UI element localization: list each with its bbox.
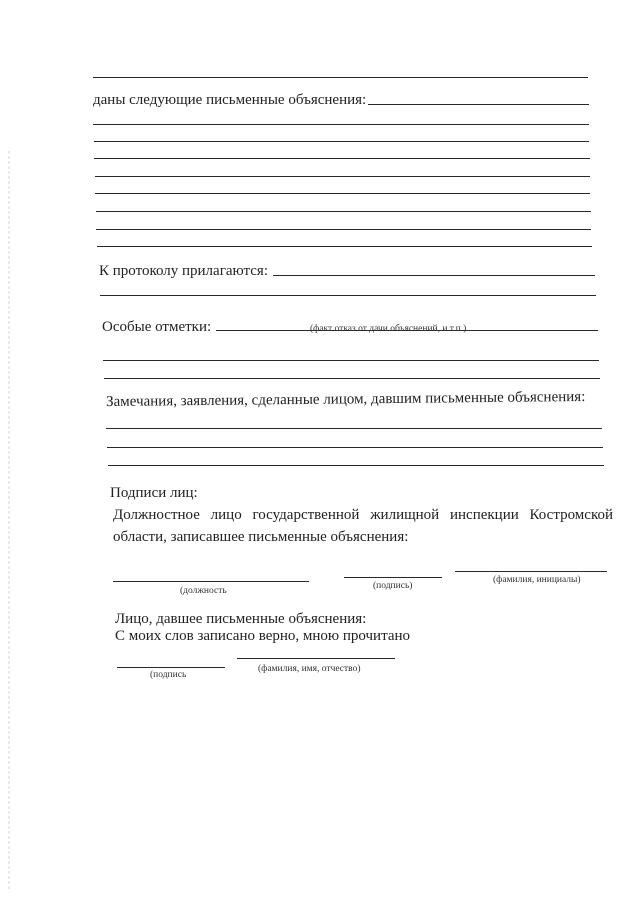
blank-line[interactable] [95, 176, 590, 177]
blank-line[interactable] [107, 447, 603, 448]
special-notes-label: Особые отметки: [102, 319, 212, 335]
blank-line[interactable] [96, 211, 591, 212]
blank-line[interactable] [93, 124, 589, 125]
person-text-line1: Лицо, давшее письменные объяснения: [115, 611, 367, 627]
explanations-label: даны следующие письменные объяснения: [93, 92, 367, 108]
scan-margin-dots [8, 150, 10, 890]
official-signature-line[interactable] [344, 577, 442, 578]
blank-line[interactable] [94, 141, 589, 142]
special-notes-caption: (факт отказ от дачи объяснений, и т.п.) [310, 324, 467, 334]
blank-line[interactable] [108, 465, 604, 466]
signatures-heading: Подписи лиц: [110, 485, 198, 501]
official-signature-caption: (подпись) [373, 581, 413, 591]
blank-line[interactable] [94, 158, 590, 159]
remarks-label: Замечания, заявления, сделанные лицом, давшим письменные объяснения: [106, 388, 586, 410]
blank-line[interactable] [106, 428, 602, 429]
blank-line[interactable] [104, 378, 600, 379]
official-position-caption: (должность [180, 586, 227, 596]
person-signature-line[interactable] [117, 667, 225, 668]
person-name-line[interactable] [237, 658, 395, 659]
official-text-line1: Должностное лицо государственной жилищной инспекции Костромской [113, 507, 613, 523]
person-text-line2: С моих слов записано верно, мною прочитано [115, 628, 411, 644]
attachments-label: К протоколу прилагаются: [99, 263, 268, 279]
blank-line[interactable] [96, 229, 591, 230]
official-text-line2: области, записавшее письменные объяснения: [113, 529, 409, 545]
official-name-caption: (фамилия, инициалы) [493, 575, 581, 585]
person-name-caption: (фамилия, имя, отчество) [258, 664, 361, 674]
blank-line[interactable] [93, 77, 588, 78]
blank-line[interactable] [97, 246, 592, 247]
explanations-input-line[interactable] [368, 104, 589, 105]
blank-line[interactable] [100, 295, 596, 296]
attachments-input-line[interactable] [273, 275, 595, 276]
official-position-line[interactable] [113, 581, 309, 582]
person-signature-caption: (подпись [150, 670, 187, 680]
blank-line[interactable] [103, 360, 599, 361]
blank-line[interactable] [95, 193, 590, 194]
official-name-line[interactable] [455, 571, 607, 572]
